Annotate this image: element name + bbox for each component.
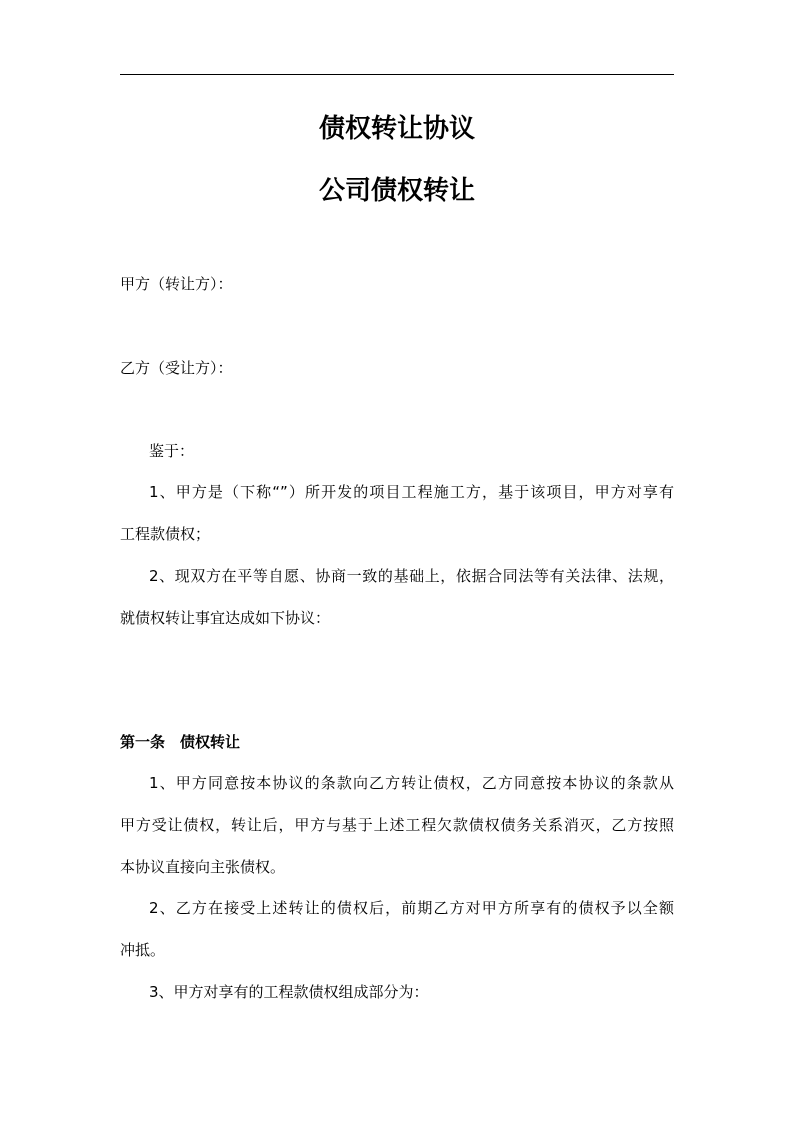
recital-1-line-1: 1、甲方是（下称“”）所开发的项目工程施工方，基于该项目，甲方对享有 xyxy=(149,483,674,501)
whereas-label: 鉴于： xyxy=(149,442,195,460)
recital-1-line-2: 工程款债权； xyxy=(120,525,211,543)
clause-2-line-1: 2、乙方在接受上述转让的债权后，前期乙方对甲方所享有的债权予以全额 xyxy=(149,899,674,917)
clause-3-line-1: 3、甲方对享有的工程款债权组成部分为： xyxy=(149,983,429,1001)
document-title: 债权转让协议 xyxy=(318,114,475,144)
recital-2-line-2: 就债权转让事宜达成如下协议： xyxy=(120,609,331,627)
party-a-label: 甲方（转让方）： xyxy=(120,275,233,293)
party-b-label: 乙方（受让方）： xyxy=(120,359,233,377)
clause-1-line-1: 1、甲方同意按本协议的条款向乙方转让债权，乙方同意按本协议的条款从 xyxy=(149,774,674,792)
document-subtitle: 公司债权转让 xyxy=(318,176,475,206)
clause-2-line-2: 冲抵。 xyxy=(120,941,166,959)
clause-1-line-2: 甲方受让债权，转让后，甲方与基于上述工程欠款债权债务关系消灭，乙方按照 xyxy=(120,816,674,834)
header-rule xyxy=(120,74,674,75)
recital-2-line-1: 2、现双方在平等自愿、协商一致的基础上，依据合同法等有关法律、法规， xyxy=(149,567,674,585)
clause-1-line-3: 本协议直接向主张债权。 xyxy=(120,858,286,876)
article-1-heading: 第一条 债权转让 xyxy=(120,733,241,751)
